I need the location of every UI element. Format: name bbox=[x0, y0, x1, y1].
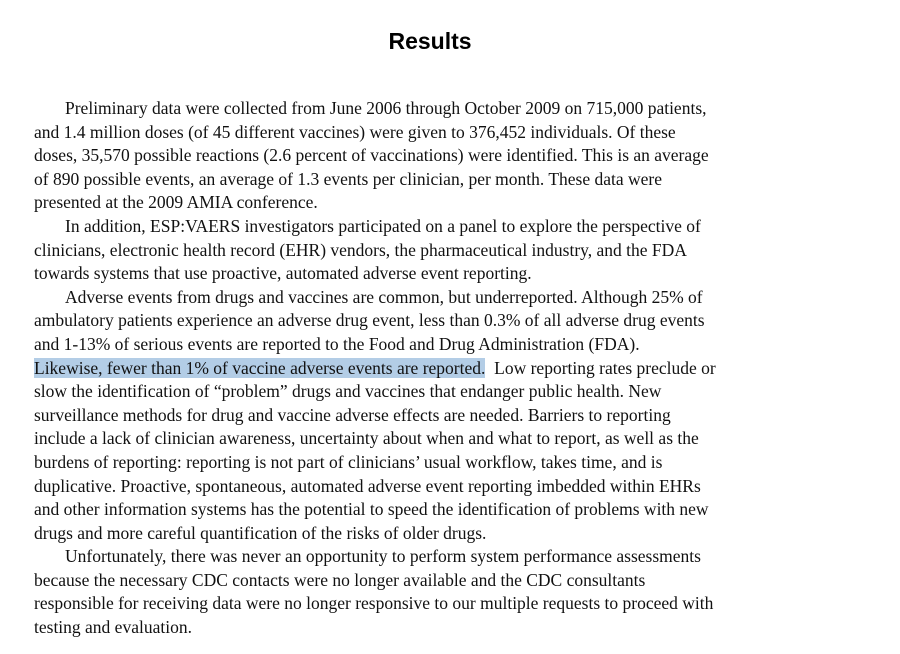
text-line: drugs and more careful quantification of the risks of older drugs. bbox=[34, 522, 487, 543]
text-line: and other information systems has the potential to speed the identification of problems with new bbox=[34, 499, 709, 520]
text-line: Preliminary data were collected from June 2006 through October 2009 on 715,000 patients, bbox=[65, 98, 707, 118]
text-line-rest: Low reporting rates preclude or bbox=[485, 357, 716, 378]
text-line: burdens of reporting: reporting is not part of clinicians’ usual workflow, takes time, and is bbox=[34, 451, 663, 472]
text-line: surveillance methods for drug and vaccine adverse effects are needed. Barriers to reporting bbox=[34, 404, 671, 425]
text-line: because the necessary CDC contacts were no longer available and the CDC consultants bbox=[34, 569, 646, 590]
text-line: include a lack of clinician awareness, uncertainty about when and what to report, as well as the bbox=[34, 428, 699, 449]
section-title: Results bbox=[388, 28, 472, 54]
text-line: responsible for receiving data were no longer responsive to our multiple requests to proceed with bbox=[34, 593, 714, 614]
text-line: towards systems that use proactive, automated adverse event reporting. bbox=[34, 263, 532, 284]
text-line: duplicative. Proactive, spontaneous, automated adverse event reporting imbedded within EHRs bbox=[34, 475, 701, 496]
text-line: and 1.4 million doses (of 45 different vaccines) were given to 376,452 individuals. Of these bbox=[34, 121, 676, 142]
text-line: In addition, ESP:VAERS investigators participated on a panel to explore the perspective of bbox=[65, 215, 701, 236]
text-selection-highlight[interactable]: Likewise, fewer than 1% of vaccine adverse events are reported. bbox=[34, 357, 486, 378]
text-line: and 1-13% of serious events are reported to the Food and Drug Administration (FDA). bbox=[34, 333, 640, 354]
text-line: clinicians, electronic health record (EHR) vendors, the pharmaceutical industry, and the FDA bbox=[34, 239, 687, 260]
text-line: Adverse events from drugs and vaccines are common, but underreported. Although 25% of bbox=[65, 286, 703, 307]
text-line: doses, 35,570 possible reactions (2.6 percent of vaccinations) were identified. This is an average bbox=[34, 145, 709, 166]
text-line: testing and evaluation. bbox=[34, 617, 192, 638]
text-line: ambulatory patients experience an adverse drug event, less than 0.3% of all adverse drug events bbox=[34, 310, 705, 331]
text-line: of 890 possible events, an average of 1.3 events per clinician, per month. These data were bbox=[34, 168, 663, 189]
text-line: Unfortunately, there was never an opportunity to perform system performance assessments bbox=[65, 546, 701, 567]
highlighted-text-line[interactable] bbox=[34, 357, 834, 381]
text-line: presented at the 2009 AMIA conference. bbox=[34, 192, 318, 213]
text-line: slow the identification of “problem” drugs and vaccines that endanger public health. New bbox=[34, 381, 662, 402]
results-body bbox=[34, 97, 834, 640]
